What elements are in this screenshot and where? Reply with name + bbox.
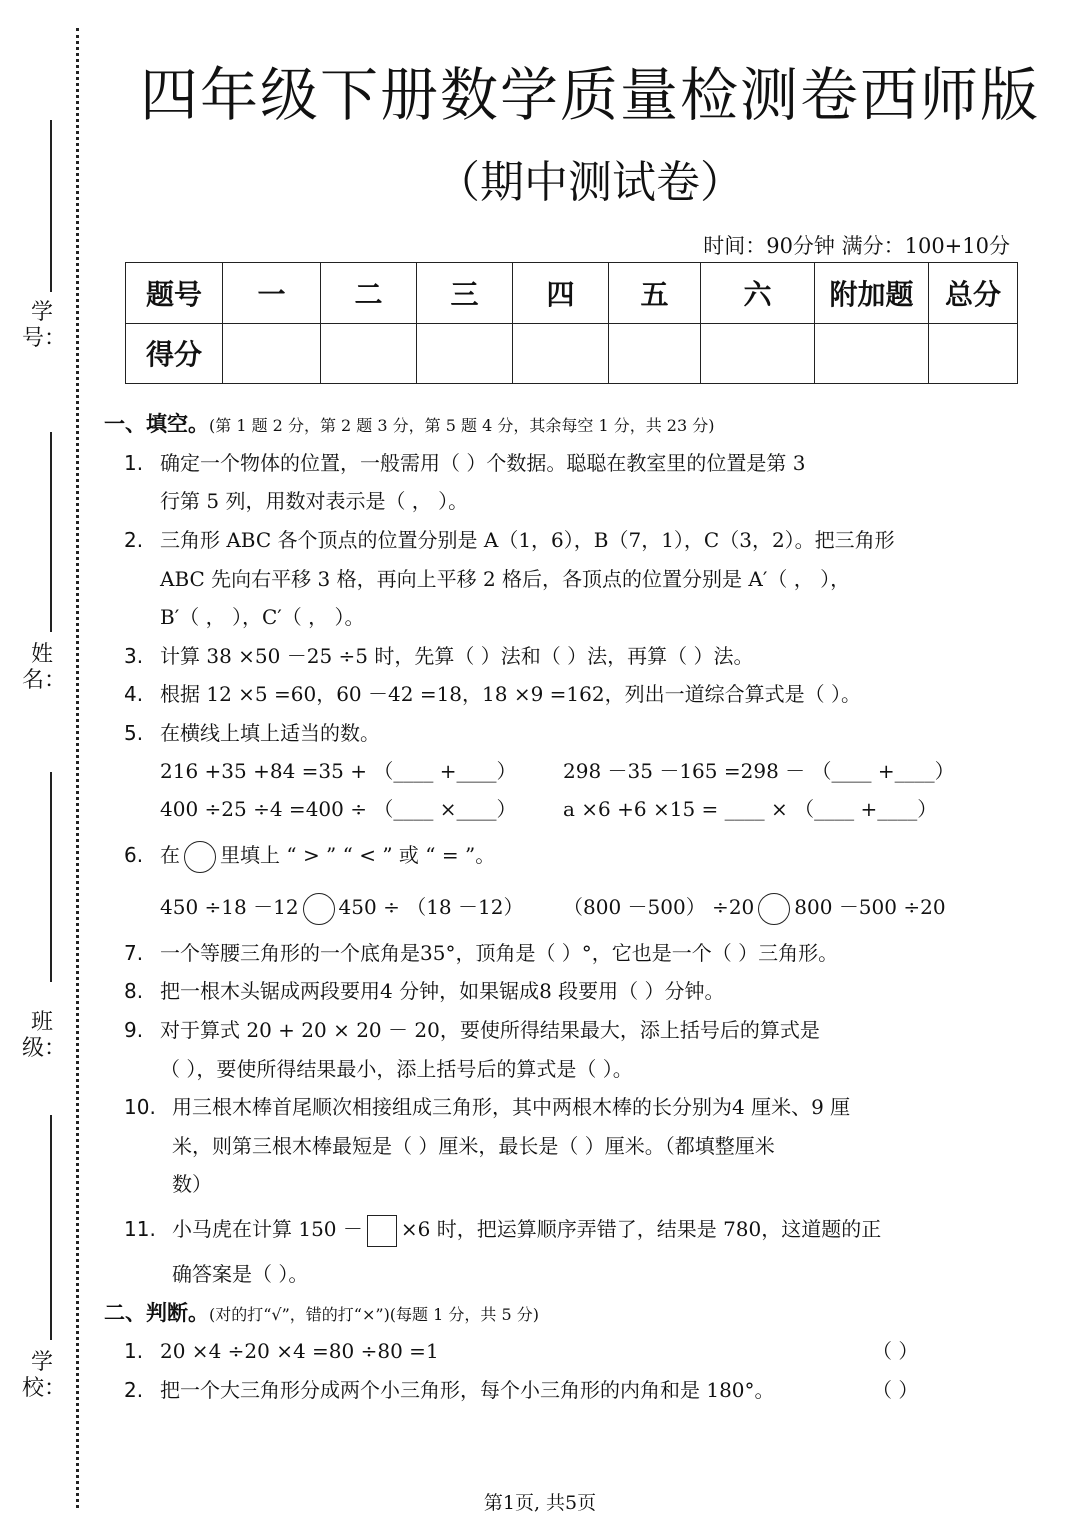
judge-q2-answer[interactable]: （ ）: [872, 1378, 919, 1402]
section1-heading: [104, 410, 714, 440]
q6-compare1: [160, 890, 523, 925]
class-line[interactable]: [50, 772, 52, 982]
exam-meta: 时间：90分钟 满分：100+10分: [703, 234, 1010, 258]
header-cell: 五: [609, 263, 701, 324]
compare-circle-icon: [184, 841, 216, 873]
score-table: [125, 262, 1018, 384]
score-cell[interactable]: [513, 323, 609, 384]
q3-text: 计算 38 ×50 －25 ÷5 时，先算（ ）法和（ ）法，再算（ ）法。: [160, 644, 754, 668]
q8-number: 8.: [124, 979, 144, 1003]
q9-number: 9.: [124, 1018, 144, 1042]
q3-number: 3.: [124, 644, 144, 668]
header-cell: 六: [701, 263, 815, 324]
header-cell: 总分: [929, 263, 1018, 324]
header-cell: 附加题: [815, 263, 929, 324]
section2-note: (对的打“√”，错的打“×”)(每题 1 分，共 5 分): [209, 1305, 539, 1324]
q4-line: [124, 680, 861, 708]
q4-number: 4.: [124, 682, 144, 706]
name-label: 姓名：: [22, 642, 67, 693]
header-cell: 二: [321, 263, 417, 324]
page-title: 四年级下册数学质量检测卷西师版: [139, 61, 1040, 129]
score-cell[interactable]: [417, 323, 513, 384]
q5-expr2: 298 －35 －165 =298 － （____ +____）: [563, 759, 955, 783]
q6-number: 6.: [124, 843, 144, 867]
q9-line2: （ ），要使所得结果最小，添上括号后的算式是（ ）。: [160, 1057, 633, 1081]
q6-compare2: [563, 890, 946, 925]
score-cell[interactable]: [321, 323, 417, 384]
q2-line3: B′（ ， ），C′（ ， ）。: [160, 605, 365, 629]
section2-title: 二、判断。: [104, 1301, 209, 1325]
q6-line: [124, 838, 495, 873]
section2-heading: [104, 1299, 539, 1329]
q6-text-pre: 在: [160, 843, 180, 867]
q2-text: 三角形 ABC 各个顶点的位置分别是 A（1，6），B（7，1），C（3，2）。把三角形: [160, 528, 895, 552]
judge-q2-number: 2.: [124, 1378, 144, 1402]
judge-q2-text: 把一个大三角形分成两个小三角形，每个小三角形的内角和是 180°。: [160, 1378, 775, 1402]
q1-line1: [124, 449, 805, 477]
q10-text: 用三根木棒首尾顺次相接组成三角形，其中两根木棒的长分别为4 厘米、9 厘: [172, 1095, 851, 1119]
q6-text-post: 里填上 “ > ” “ < ” 或 “ = ”。: [220, 843, 496, 867]
q6-expr2-left: （800 －500） ÷20: [563, 895, 755, 919]
section1-title: 一、填空。: [104, 412, 209, 436]
blank-box-input[interactable]: [367, 1215, 397, 1247]
q10-line3: 数）: [172, 1172, 212, 1196]
judge-q1-text: 20 ×4 ÷20 ×4 =80 ÷80 =1: [160, 1339, 439, 1363]
judge-q2-line: [124, 1376, 775, 1404]
q2-line2: ABC 先向右平移 3 格，再向上平移 2 格后，各顶点的位置分别是 A′（ ， ），: [160, 567, 851, 591]
q6-expr1-right: 450 ÷ （18 －12）: [338, 895, 524, 919]
score-cell[interactable]: [815, 323, 929, 384]
q5-expr4: a ×6 +6 ×15 = ____ × （____ +____）: [563, 797, 938, 821]
binding-dotted-line: [76, 28, 79, 1508]
q10-line2: 米，则第三根木棒最短是（ ）厘米，最长是（ ）厘米。（都填整厘米: [172, 1134, 775, 1158]
section1-note: (第 1 题 2 分，第 2 题 3 分，第 5 题 4 分，其余每空 1 分，共 23 分): [209, 416, 715, 435]
q10-number: 10.: [124, 1095, 156, 1119]
header-cell: 题号: [126, 263, 223, 324]
q7-text: 一个等腰三角形的一个底角是35°，顶角是（ ）°，它也是一个（ ）三角形。: [160, 941, 839, 965]
q2-line1: [124, 526, 895, 554]
student-id-line[interactable]: [50, 120, 52, 292]
q11-number: 11.: [124, 1217, 156, 1241]
q5-expr1: 216 +35 +84 =35 + （____ +____）: [160, 759, 517, 783]
score-row: [126, 323, 1018, 384]
q9-text: 对于算式 20 + 20 × 20 － 20，要使所得结果最大，添上括号后的算式是: [160, 1018, 820, 1042]
q7-number: 7.: [124, 941, 144, 965]
judge-q1-line: [124, 1337, 439, 1365]
q5-number: 5.: [124, 721, 144, 745]
score-cell[interactable]: [609, 323, 701, 384]
q11-line1: [124, 1212, 881, 1247]
q9-line1: [124, 1016, 820, 1044]
class-label: 班级：: [22, 1010, 67, 1061]
q2-number: 2.: [124, 528, 144, 552]
header-cell: 三: [417, 263, 513, 324]
q3-line: [124, 642, 753, 670]
score-cell[interactable]: [701, 323, 815, 384]
score-cell[interactable]: [223, 323, 321, 384]
q6-expr1-left: 450 ÷18 －12: [160, 895, 299, 919]
page-footer: 第1页, 共5页: [483, 1492, 597, 1514]
q5-expr3: 400 ÷25 ÷4 =400 ÷ （____ ×____）: [160, 797, 517, 821]
q5-line: [124, 719, 380, 747]
q5-text: 在横线上填上适当的数。: [160, 721, 380, 745]
q11-text-post: ×6 时，把运算顺序弄错了，结果是 780，这道题的正: [400, 1217, 882, 1241]
q6-expr2-right: 800 －500 ÷20: [794, 895, 946, 919]
q1-text: 确定一个物体的位置，一般需用（ ）个数据。聪聪在教室里的位置是第 3: [160, 451, 806, 475]
q7-line: [124, 939, 838, 967]
score-row-label: 得分: [126, 323, 223, 384]
q11-text-pre: 小马虎在计算 150 －: [172, 1217, 363, 1241]
q10-line1: [124, 1093, 850, 1121]
judge-q1-answer[interactable]: （ ）: [872, 1339, 919, 1363]
header-cell: 四: [513, 263, 609, 324]
q8-line: [124, 977, 725, 1005]
q4-text: 根据 12 ×5 =60，60 －42 =18，18 ×9 =162，列出一道综合算式是（ ）。: [160, 682, 861, 706]
score-header-row: [126, 263, 1018, 324]
school-label: 学校：: [22, 1350, 67, 1401]
judge-q1-number: 1.: [124, 1339, 144, 1363]
student-id-label: 学号：: [22, 300, 67, 351]
q1-number: 1.: [124, 451, 144, 475]
score-cell[interactable]: [929, 323, 1018, 384]
header-cell: 一: [223, 263, 321, 324]
school-line[interactable]: [50, 1115, 52, 1340]
name-line[interactable]: [50, 432, 52, 632]
q8-text: 把一根木头锯成两段要用4 分钟，如果锯成8 段要用（ ）分钟。: [160, 979, 725, 1003]
q1-line2: 行第 5 列，用数对表示是（ ， ）。: [160, 489, 469, 513]
compare-circle-input[interactable]: [303, 893, 335, 925]
page-subtitle: （期中测试卷）: [436, 157, 744, 208]
compare-circle-input[interactable]: [758, 893, 790, 925]
q11-line2: 确答案是（ ）。: [172, 1262, 309, 1286]
